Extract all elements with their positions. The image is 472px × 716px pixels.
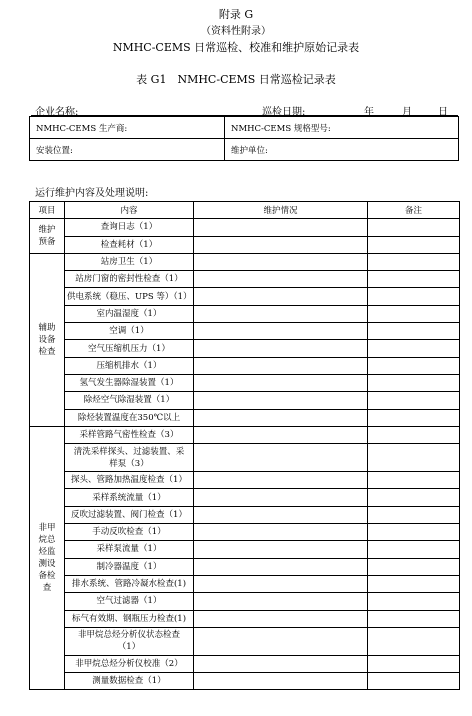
item-content: 查询日志（1） [65, 219, 194, 236]
remarks-cell[interactable] [368, 558, 460, 575]
table-row [30, 236, 460, 253]
item-content: 站房门窗的密封性检查（1） [65, 271, 194, 288]
group-label: 非甲 烷总 烃监 测设 备检 查 [30, 426, 65, 690]
table-row [30, 426, 460, 443]
maintenance-status-cell[interactable] [194, 541, 368, 558]
document-title: NMHC-CEMS 日常巡检、校准和维护原始记录表 [112, 41, 360, 54]
item-content: 压缩机排水（1） [65, 357, 194, 374]
remarks-cell[interactable] [368, 357, 460, 374]
remarks-cell[interactable] [368, 323, 460, 340]
remarks-cell[interactable] [368, 392, 460, 409]
item-content: 采样管路气密性检查（3） [65, 426, 194, 443]
location-field[interactable]: 安装位置: [30, 139, 225, 161]
table-row [30, 541, 460, 558]
table-row [30, 340, 460, 357]
item-content: 室内温湿度（1） [65, 305, 194, 322]
item-content: 采样系统流量（1） [65, 489, 194, 506]
maintenance-status-cell[interactable] [194, 558, 368, 575]
table-row [30, 219, 460, 236]
item-content: 除烃装置温度在350℃以上 [65, 409, 194, 426]
table-row [30, 288, 460, 305]
maintenance-status-cell[interactable] [194, 655, 368, 672]
item-content: 供电系统（稳压、UPS 等）（1） [65, 288, 194, 305]
table-row [30, 374, 460, 391]
item-content: 检查耗材（1） [65, 236, 194, 253]
remarks-cell[interactable] [368, 426, 460, 443]
group-label: 辅助 设备 检查 [30, 253, 65, 426]
item-content: 除烃空气除湿装置（1） [65, 392, 194, 409]
maintenance-status-cell[interactable] [194, 593, 368, 610]
table-row [30, 506, 460, 523]
maintenance-status-cell[interactable] [194, 236, 368, 253]
remarks-cell[interactable] [368, 610, 460, 627]
maintenance-status-cell[interactable] [194, 575, 368, 592]
maintenance-status-cell[interactable] [194, 253, 368, 270]
table-row [30, 444, 460, 472]
table-row [30, 357, 460, 374]
maintenance-status-cell[interactable] [194, 392, 368, 409]
table-row [30, 655, 460, 672]
item-content: 采样泵流量（1） [65, 541, 194, 558]
maintenance-status-cell[interactable] [194, 305, 368, 322]
appendix-label: 附录 G [218, 8, 254, 21]
table-row [30, 472, 460, 489]
info-table [29, 116, 459, 161]
inspection-date-label: 巡检日期: [262, 107, 306, 118]
maintenance-status-cell[interactable] [194, 271, 368, 288]
remarks-cell[interactable] [368, 506, 460, 523]
remarks-cell[interactable] [368, 524, 460, 541]
manufacturer-field[interactable]: NMHC-CEMS 生产商: [30, 117, 225, 139]
item-content: 清洗采样探头、过滤装置、采 样泵（3） [65, 444, 194, 472]
item-content: 标气有效期、钢瓶压力检查(1) [65, 610, 194, 627]
maintenance-status-cell[interactable] [194, 673, 368, 690]
maintenance-status-cell[interactable] [194, 219, 368, 236]
column-header: 维护情况 [194, 202, 368, 219]
maintenance-status-cell[interactable] [194, 409, 368, 426]
item-content: 空气过滤器（1） [65, 593, 194, 610]
remarks-cell[interactable] [368, 541, 460, 558]
table-row [30, 271, 460, 288]
column-header: 项目 [30, 202, 65, 219]
remarks-cell[interactable] [368, 673, 460, 690]
item-content: 手动反吹检查（1） [65, 524, 194, 541]
remarks-cell[interactable] [368, 489, 460, 506]
remarks-cell[interactable] [368, 374, 460, 391]
item-content: 测量数据检查（1） [65, 673, 194, 690]
remarks-cell[interactable] [368, 472, 460, 489]
item-content: 站房卫生（1） [65, 253, 194, 270]
item-content: 排水系统、管路冷凝水检查(1) [65, 575, 194, 592]
maintenance-unit-field[interactable]: 维护单位: [225, 139, 459, 161]
inspection-table [29, 201, 460, 690]
maintenance-status-cell[interactable] [194, 374, 368, 391]
maintenance-status-cell[interactable] [194, 627, 368, 655]
maintenance-status-cell[interactable] [194, 288, 368, 305]
table-header-row [30, 202, 460, 219]
maintenance-status-cell[interactable] [194, 357, 368, 374]
item-content: 非甲烷总烃分析仪状态检查 （1） [65, 627, 194, 655]
remarks-cell[interactable] [368, 253, 460, 270]
remarks-cell[interactable] [368, 236, 460, 253]
maintenance-status-cell[interactable] [194, 444, 368, 472]
year-label: 年 [364, 107, 374, 118]
table-row [30, 524, 460, 541]
remarks-cell[interactable] [368, 271, 460, 288]
maintenance-status-cell[interactable] [194, 610, 368, 627]
remarks-cell[interactable] [368, 288, 460, 305]
table-row [30, 253, 460, 270]
remarks-cell[interactable] [368, 444, 460, 472]
table-title: 表 G1 NMHC-CEMS 日常巡检记录表 [136, 73, 336, 86]
remarks-cell[interactable] [368, 305, 460, 322]
maintenance-status-cell[interactable] [194, 340, 368, 357]
item-content: 空调（1） [65, 323, 194, 340]
remarks-cell[interactable] [368, 655, 460, 672]
remarks-cell[interactable] [368, 219, 460, 236]
column-header: 备注 [368, 202, 460, 219]
maintenance-status-cell[interactable] [194, 472, 368, 489]
remarks-cell[interactable] [368, 409, 460, 426]
item-content: 氢气发生器除湿装置（1） [65, 374, 194, 391]
maintenance-status-cell[interactable] [194, 524, 368, 541]
table-row [30, 558, 460, 575]
model-field[interactable]: NMHC-CEMS 规格型号: [225, 117, 459, 139]
item-content: 空气压缩机压力（1） [65, 340, 194, 357]
table-row [30, 489, 460, 506]
appendix-note: （资料性附录） [201, 26, 271, 37]
day-label: 日 [438, 107, 448, 118]
item-content: 反吹过滤装置、阀门检查（1） [65, 506, 194, 523]
maintenance-status-cell[interactable] [194, 323, 368, 340]
table-row [30, 593, 460, 610]
group-label: 维护 预备 [30, 219, 65, 254]
item-content: 非甲烷总烃分析仪校准（2） [65, 655, 194, 672]
company-name-label: 企业名称: [35, 107, 79, 118]
table-row [30, 673, 460, 690]
month-label: 月 [402, 107, 412, 118]
column-header: 内容 [65, 202, 194, 219]
maintenance-status-cell[interactable] [194, 506, 368, 523]
remarks-cell[interactable] [368, 593, 460, 610]
table-row [30, 392, 460, 409]
maintenance-status-cell[interactable] [194, 489, 368, 506]
remarks-cell[interactable] [368, 627, 460, 655]
table-row [30, 323, 460, 340]
item-content: 制冷器温度（1） [65, 558, 194, 575]
table-row [30, 305, 460, 322]
maintenance-status-cell[interactable] [194, 426, 368, 443]
remarks-cell[interactable] [368, 340, 460, 357]
section-label: 运行维护内容及处理说明: [35, 188, 149, 199]
table-row [30, 610, 460, 627]
table-row [30, 409, 460, 426]
remarks-cell[interactable] [368, 575, 460, 592]
table-row [30, 627, 460, 655]
item-content: 探头、管路加热温度检查（1） [65, 472, 194, 489]
table-row [30, 575, 460, 592]
